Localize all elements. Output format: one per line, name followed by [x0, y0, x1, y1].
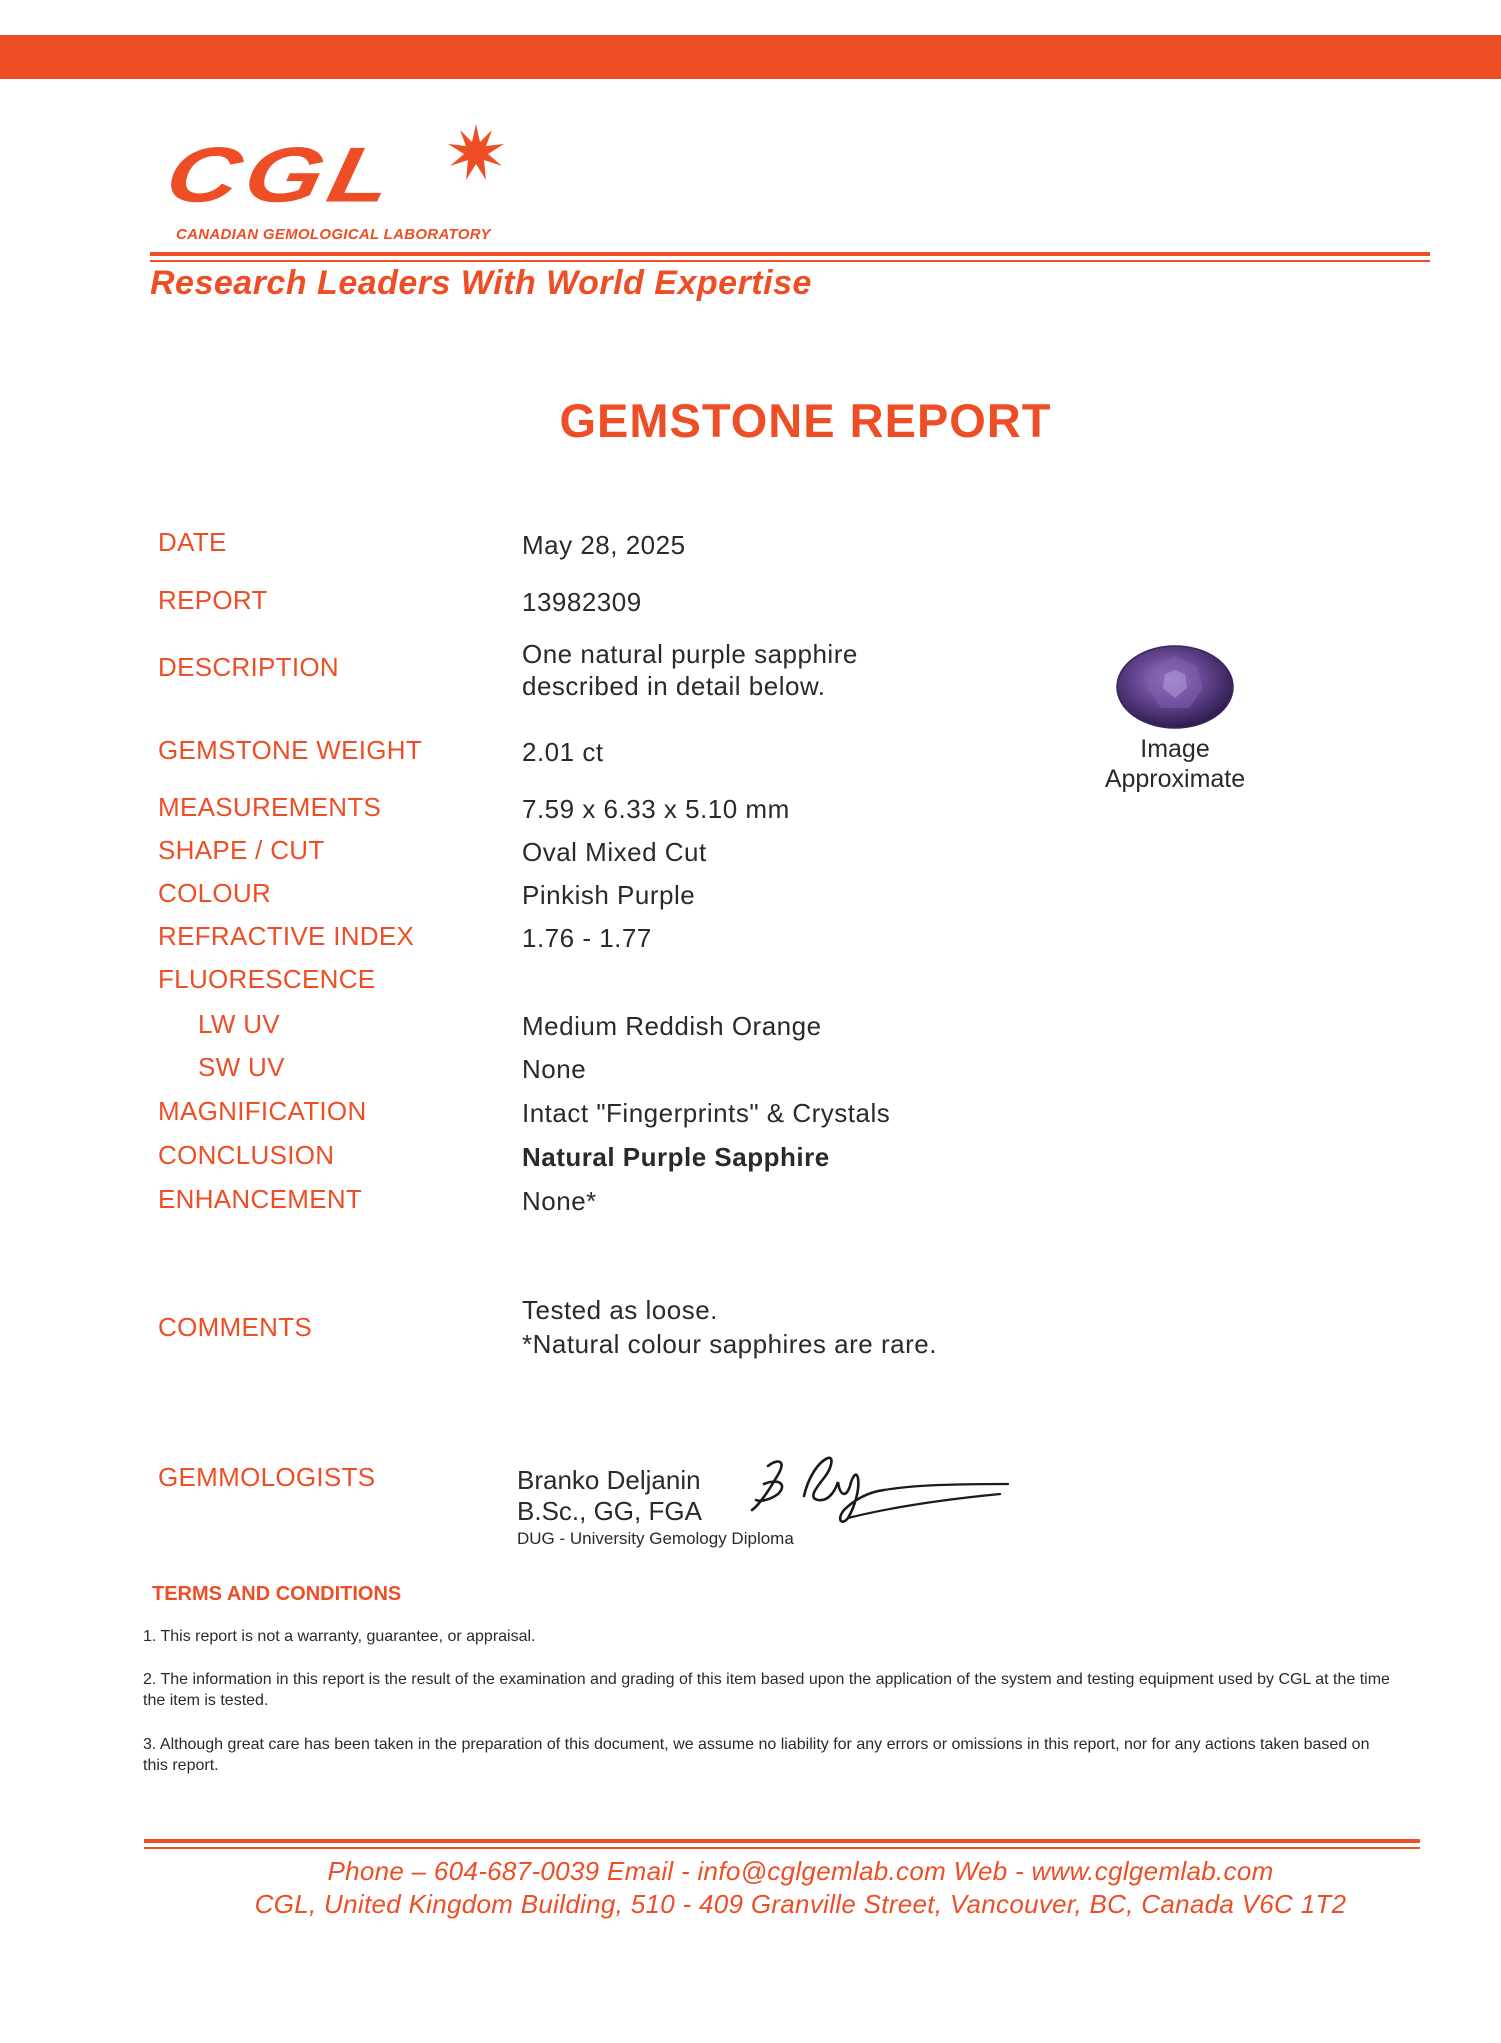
value-description-line1: One natural purple sapphire [522, 639, 858, 669]
label-shape-cut: SHAPE / CUT [158, 835, 325, 865]
label-gemstone-weight: GEMSTONE WEIGHT [158, 735, 423, 765]
label-colour: COLOUR [158, 878, 272, 908]
footer-address: CGL, United Kingdom Building, 510 - 409 Granville Street, Vancouver, BC, Canada V6C 1T2 [254, 1889, 1347, 1919]
gemstone-image [1115, 644, 1235, 730]
label-sw-uv: SW UV [198, 1052, 285, 1082]
value-measurements: 7.59 x 6.33 x 5.10 mm [522, 794, 790, 824]
footer-divider [144, 1839, 1420, 1849]
value-conclusion: Natural Purple Sapphire [522, 1142, 830, 1172]
label-description: DESCRIPTION [158, 652, 339, 682]
value-lw-uv: Medium Reddish Orange [522, 1011, 822, 1041]
gemmologist-diploma: DUG - University Gemology Diploma [517, 1529, 794, 1548]
image-caption-line1: Image [1140, 735, 1210, 763]
label-measurements: MEASUREMENTS [158, 792, 382, 822]
gemmologist-credentials: B.Sc., GG, FGA [517, 1496, 702, 1526]
value-refractive-index: 1.76 - 1.77 [522, 923, 652, 953]
label-enhancement: ENHANCEMENT [158, 1184, 363, 1214]
value-comments-line2: *Natural colour sapphires are rare. [522, 1329, 937, 1359]
image-caption [1090, 734, 1260, 794]
label-lw-uv: LW UV [198, 1009, 280, 1039]
header-divider [150, 252, 1430, 262]
logo-text: CGL [158, 131, 407, 219]
top-accent-bar [0, 35, 1501, 79]
signature-image [738, 1448, 1018, 1538]
label-refractive-index: REFRACTIVE INDEX [158, 921, 415, 951]
terms-title: TERMS AND CONDITIONS [152, 1583, 402, 1605]
value-date: May 28, 2025 [522, 530, 686, 560]
label-conclusion: CONCLUSION [158, 1140, 335, 1170]
tagline: Research Leaders With World Expertise [150, 264, 812, 302]
image-caption-line2: Approximate [1104, 765, 1246, 793]
logo-subtitle: CANADIAN GEMOLOGICAL LABORATORY [176, 226, 491, 243]
value-magnification: Intact "Fingerprints" & Crystals [522, 1098, 891, 1128]
value-enhancement: None* [522, 1186, 597, 1216]
label-fluorescence: FLUORESCENCE [158, 964, 376, 994]
label-magnification: MAGNIFICATION [158, 1096, 367, 1126]
footer-contact: Phone – 604-687-0039 Email - info@cglgemlab.com Web - www.cglgemlab.com [327, 1856, 1274, 1886]
value-report: 13982309 [522, 587, 642, 617]
report-title: GEMSTONE REPORT [559, 394, 1052, 447]
value-colour: Pinkish Purple [522, 880, 696, 910]
cgl-logo [158, 122, 516, 252]
term-item-1: 1. This report is not a warranty, guarantee, or appraisal. [143, 1628, 536, 1645]
value-comments-line1: Tested as loose. [522, 1295, 718, 1325]
label-report: REPORT [158, 585, 268, 615]
label-comments: COMMENTS [158, 1312, 313, 1342]
value-gemstone-weight: 2.01 ct [522, 737, 604, 767]
value-description-line2: described in detail below. [522, 671, 826, 701]
label-gemmologists: GEMMOLOGISTS [158, 1462, 376, 1492]
value-sw-uv: None [522, 1054, 587, 1084]
maple-star-icon [448, 124, 504, 180]
gemmologist-name: Branko Deljanin [517, 1465, 701, 1495]
term-item-2: 2. The information in this report is the result of the examination and grading of this item based upon the application of the system and testing equipment used by CGL at the time the item is tested. [143, 1671, 1390, 1709]
label-date: DATE [158, 527, 227, 557]
term-item-3: 3. Although great care has been taken in the preparation of this document, we assume no liability for any errors or omissions in this report, nor for any actions taken based on this report. [143, 1736, 1370, 1774]
value-shape-cut: Oval Mixed Cut [522, 837, 707, 867]
